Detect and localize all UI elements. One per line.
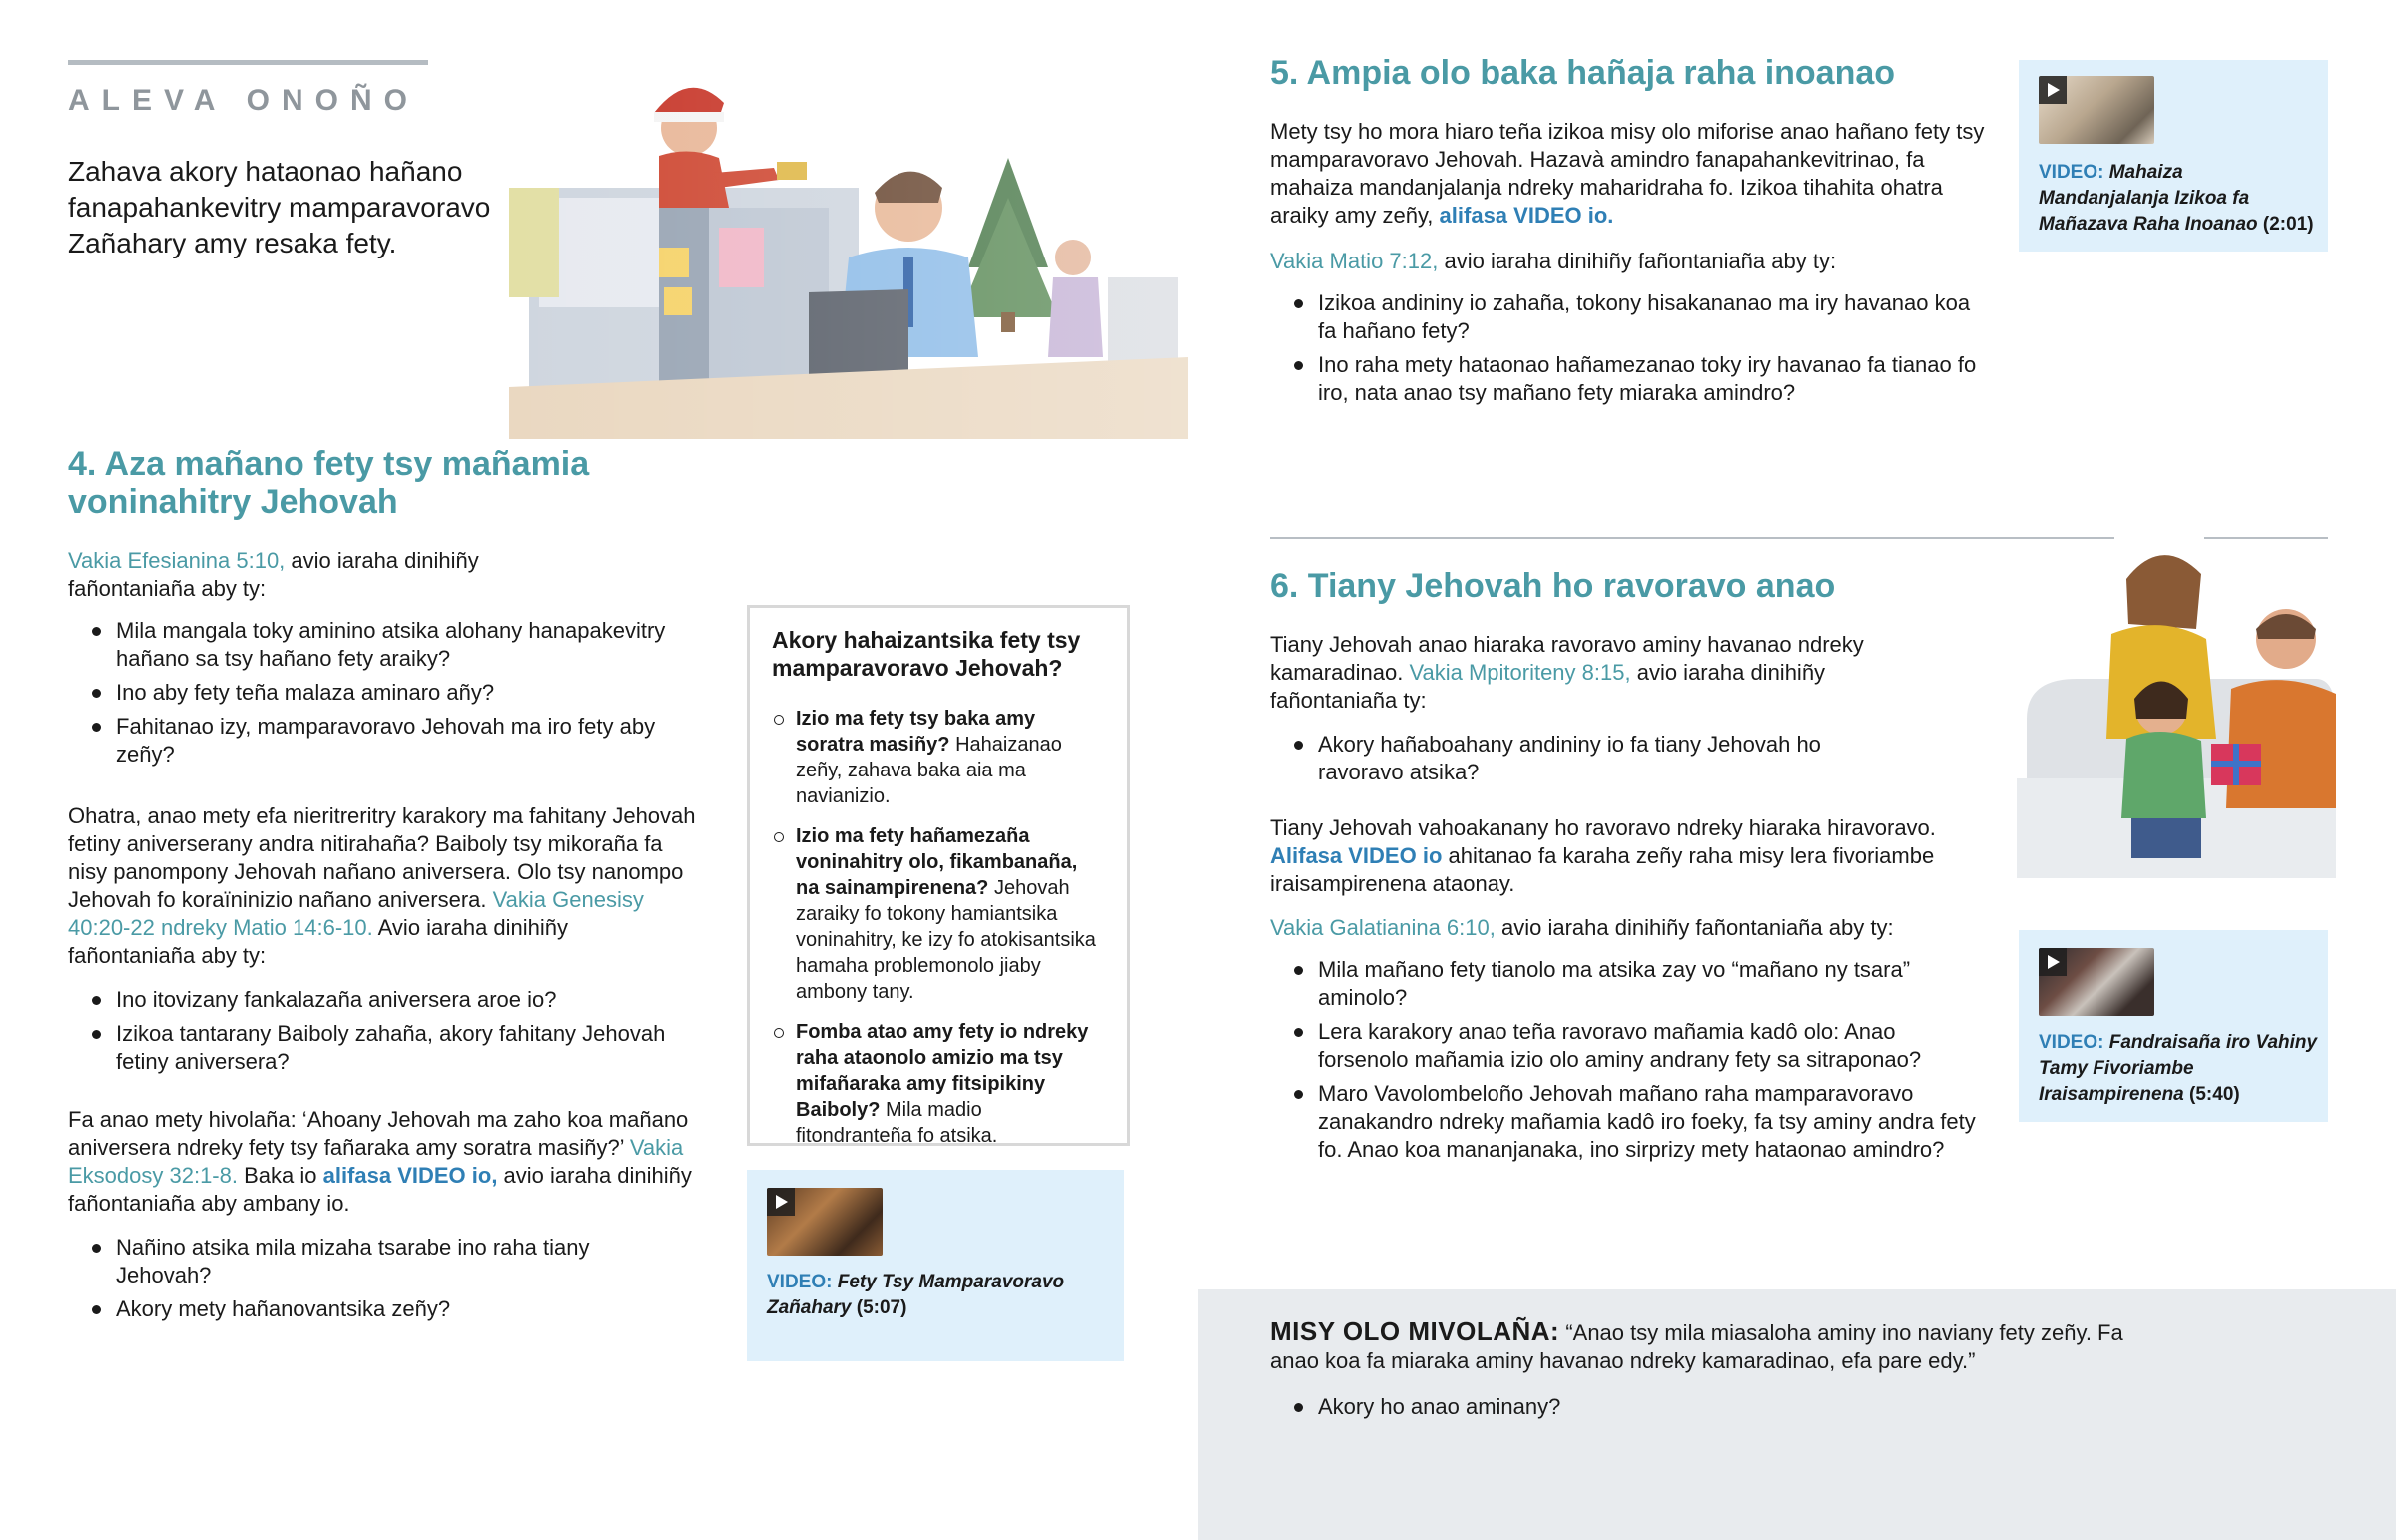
play-icon[interactable] [767, 1188, 795, 1216]
sidebox-item [772, 706, 1101, 809]
sidebox-item-bold: Izio ma fety hañamezaña voninahitry olo, fikambanaña, na sainampirenena? [796, 825, 1078, 899]
section4-questions2 [68, 986, 707, 1082]
section4-para3 [68, 1106, 717, 1218]
sidebox-title: Akory hahaizantsika fety tsy mamparavoravo Jehovah? [772, 627, 1081, 681]
section6-para2-text: Tiany Jehovah vahoakanany ho ravoravo ndreky hiaraka hiravoravo. [1270, 815, 1936, 840]
question-item: Ino raha mety hataonao hañamezanao toky iry havanao fa tianao fo iro, nata anao tsy mañano fety miaraka amindro? [1270, 351, 1989, 407]
video-link[interactable]: alifasa VIDEO io. [1439, 203, 1614, 228]
read2-rest: Avio iaraha dinihiñy fañontaniaña aby ty: [68, 915, 569, 968]
sidebox-item-bold: Fomba atao amy fety io ndreky raha ataonolo amizio ma tsy mifañaraka amy fitsipikiny Baiboly? [796, 1021, 1089, 1121]
section6-para1-text: Tiany Jehovah anao hiaraka ravoravo aminy havanao ndreky kamaradinao. [1270, 632, 1864, 685]
sidebox-item [772, 823, 1101, 1005]
question-item: Akory ho anao aminany? [1270, 1393, 1969, 1421]
question-item: Nañino atsika mila mizaha tsarabe ino raha tiany Jehovah? [68, 1234, 667, 1289]
question-item: Akory mety hañanovantsika zeñy? [68, 1295, 667, 1323]
video-duration: (5:07) [856, 1297, 907, 1318]
question-item: Izikoa tantarany Baiboly zahaña, akory fahitany Jehovah fetiny aniversera? [68, 1020, 707, 1076]
question-item: Lera karakory anao teña ravoravo mañamia kadô olo: Anao forsenolo mañamia izio olo aminy andrany fety sa sitraponao? [1270, 1018, 1989, 1074]
video-caption [2039, 160, 2318, 238]
section-label: ALEVA ONOÑO [68, 84, 420, 117]
sidebox-item-rest: Hahaizanao zeñy, zahava baka aia ma navianizio. [796, 734, 1062, 807]
section4-title: 4. Aza mañano fety tsy mañamia voninahitry Jehovah [68, 445, 590, 521]
section6-para2-rest: ahitanao fa karaha zeñy raha misy lera fivoriambe iraisampirenena ataonay. [1270, 843, 1935, 896]
question-item: Ino aby fety teña malaza aminaro añy? [68, 679, 707, 707]
video-label: VIDEO: [2039, 1032, 2104, 1053]
video-title[interactable]: Mahaiza Mandanjalanja Izikoa fa Mañazava Raha Inoanao [2039, 162, 2258, 235]
video-title[interactable]: Fety Tsy Mamparavoravo Zañahary [767, 1272, 1065, 1318]
video-box-mahaiza[interactable] [2019, 60, 2328, 252]
scripture-link-genesisy[interactable]: Vakia Genesisy 40:20-22 ndreky Matio 14:6-10. [68, 887, 644, 940]
question-item: Mila mangala toky aminino atsika alohany hanapakevitry hañano sa tsy hañano fety araiky? [68, 617, 707, 673]
video-caption [2039, 1030, 2318, 1108]
section5-read [1270, 248, 1989, 275]
video-thumbnail[interactable] [2039, 948, 2154, 1016]
section5-para-text: Mety tsy ho mora hiaro teña izikoa misy olo miforise anao hañano fety tsy mamparavoravo Jehovah. Hazavà amindro fanapahankevitrinao, fa mahaiza mandanjalanja ndreky maharidraha fo. Izikoa tihahita ohatra araiky amy zeñy, [1270, 119, 1985, 228]
scripture-link-eksodosy[interactable]: Vakia Eksodosy 32:1-8. [68, 1135, 684, 1188]
header-rule [68, 60, 428, 65]
section6-read2 [1270, 914, 1989, 942]
question-item: Fahitanao izy, mamparavoravo Jehovah ma iro fety aby zeñy? [68, 713, 707, 769]
section6-title: 6. Tiany Jehovah ho ravoravo anao [1270, 567, 1836, 605]
video-thumbnail[interactable] [767, 1188, 883, 1256]
video-caption [767, 1270, 1096, 1321]
someone-says-questions [1270, 1393, 1969, 1427]
video-box-fandraisana[interactable] [2019, 930, 2328, 1122]
play-icon[interactable] [2039, 76, 2067, 104]
read1-rest: avio iaraha dinihiñy fañontaniaña aby ty: [68, 548, 479, 601]
sidebox-list [772, 706, 1101, 1149]
video-link[interactable]: Alifasa VIDEO io [1270, 843, 1443, 868]
someone-says-panel [1198, 1289, 2396, 1540]
sidebox-item-rest: Jehovah zaraiky fo tokony hamiantsika voninahitry, ke izy fo atokisantsika hamaha problemonolo jiaby ambony tany. [796, 877, 1096, 1003]
para3-text: Fa anao mety hivolaña: ‘Ahoany Jehovah ma zaho koa mañano aniversera ndreky fety tsy fañaraka amy soratra masiñy?’ [68, 1107, 689, 1160]
section4-para2 [68, 802, 697, 970]
video-box-fety[interactable] [747, 1170, 1124, 1361]
intro-text: Zahava akory hataonao hañano fanapahankevitry mamparavoravo Zañahary amy resaka fety. [68, 156, 491, 258]
someone-says-text [1270, 1317, 2168, 1375]
question-item: Maro Vavolombeloño Jehovah mañano raha mamparavoravo zanakandro ndreky mañamia kadô iro foeky, fa tsy aminy andra fety fo. Anao koa mananjanaka, ino sirprizy mety hataonao amindro? [1270, 1080, 1989, 1164]
section6-read1-rest: avio iaraha dinihiñy fañontaniaña ty: [1270, 660, 1826, 713]
video-title[interactable]: Fandraisaña iro Vahiny Tamy Fivoriambe Iraisampirenena [2039, 1032, 2318, 1105]
section4-read1 [68, 547, 547, 603]
sidebox-item-rest: Mila madio fitondranteña fo atsika. [796, 1099, 998, 1147]
video-label: VIDEO: [767, 1272, 833, 1292]
question-item: Mila mañano fety tianolo ma atsika zay vo “mañano ny tsara” aminolo? [1270, 956, 1989, 1012]
scripture-link-mpitoriteny[interactable]: Vakia Mpitoriteny 8:15, [1409, 660, 1631, 685]
scripture-link-matio[interactable]: Vakia Matio 7:12, [1270, 249, 1439, 273]
scripture-link-efesianina[interactable]: Vakia Efesianina 5:10, [68, 548, 286, 573]
section6-questions1 [1270, 731, 1829, 792]
section5-title: 5. Ampia olo baka hañaja raha inoanao [1270, 54, 1896, 92]
section5-para [1270, 118, 1989, 230]
read3-mid: Baka io [237, 1163, 323, 1188]
section6-read2-rest: avio iaraha dinihiñy fañontaniaña aby ty: [1495, 915, 1894, 940]
video-duration: (5:40) [2189, 1084, 2240, 1105]
question-item: Ino itovizany fankalazaña aniversera aroe io? [68, 986, 707, 1014]
scripture-link-galatianina[interactable]: Vakia Galatianina 6:10, [1270, 915, 1496, 940]
sidebox-item-bold: Izio ma fety tsy baka amy soratra masiñy? [796, 708, 1036, 756]
video-label: VIDEO: [2039, 162, 2104, 183]
fety-sidebox [747, 605, 1130, 1146]
video-duration: (2:01) [2262, 214, 2314, 235]
someone-says-quote: “Anao tsy mila miasaloha aminy ino naviany fety zeñy. Fa anao koa fa miaraka aminy havanao ndreky kamaradinao, efa pare edy.” [1270, 1320, 2123, 1373]
section4-questions1 [68, 617, 707, 774]
office-party-illustration [509, 58, 1188, 439]
sidebox-item [772, 1019, 1101, 1149]
video-link[interactable]: alifasa VIDEO io, [322, 1163, 498, 1188]
question-item: Akory hañaboahany andininy io fa tiany Jehovah ho ravoravo atsika? [1270, 731, 1829, 786]
someone-says-label: MISY OLO MIVOLAÑA: [1270, 1316, 1560, 1346]
question-item: Izikoa andininy io zahaña, tokony hisakananao ma iry havanao koa fa hañano fety? [1270, 289, 1989, 345]
section5-questions [1270, 289, 1989, 413]
family-gift-illustration [2017, 519, 2336, 878]
section6-para1 [1270, 631, 1909, 715]
section4-questions3 [68, 1234, 667, 1329]
section-divider [1270, 537, 2114, 539]
section6-questions2 [1270, 956, 1989, 1170]
video-thumbnail[interactable] [2039, 76, 2154, 144]
para2-text: Ohatra, anao mety efa nieritreritry karakory ma fahitany Jehovah fetiny aniverserany andra nitirahaña? Baiboly tsy mikoraña fa nisy panompony Jehovah nañano aniversera. Olo tsy nanompo Jehovah fo koraïninizio nañano aniversera. [68, 803, 696, 912]
read3-rest: avio iaraha dinihiñy fañontaniaña aby ambany io. [68, 1163, 692, 1216]
section5-read-rest: avio iaraha dinihiñy fañontaniaña aby ty: [1438, 249, 1837, 273]
play-icon[interactable] [2039, 948, 2067, 976]
section6-para2 [1270, 814, 1989, 898]
